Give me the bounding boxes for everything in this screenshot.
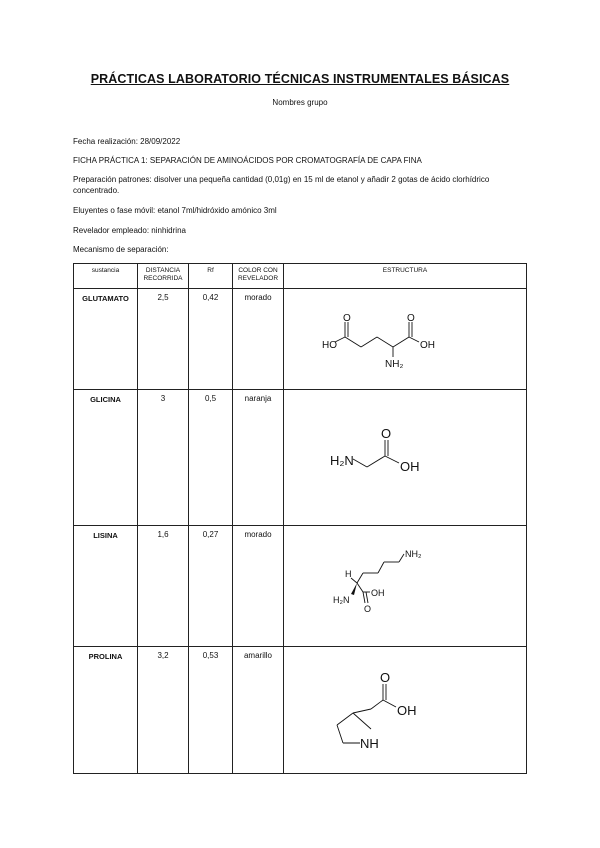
ficha-line: FICHA PRÁCTICA 1: SEPARACIÓN DE AMINOÁCIDOS POR CROMATOGRAFÍA DE CAPA FINA — [73, 156, 422, 165]
color-cell: amarillo — [233, 647, 284, 774]
page-title: PRÁCTICAS LABORATORIO TÉCNICAS INSTRUMENTALES BÁSICAS — [90, 72, 510, 86]
estructura-cell — [284, 390, 527, 526]
lys-nh2-label: NH₂ — [405, 549, 422, 559]
lys-oh-label: OH — [371, 588, 385, 598]
rf-cell: 0,5 — [189, 390, 233, 526]
color-cell: morado — [233, 289, 284, 390]
pro-oh-label: OH — [397, 703, 417, 718]
gly-o-label: O — [381, 426, 392, 441]
proline-structure — [285, 647, 525, 772]
glu-nh2-label: NH₂ — [385, 359, 404, 370]
sustancia-cell: LISINA — [74, 526, 138, 647]
gly-h2n-label: H₂N — [330, 453, 354, 468]
mecanismo-line: Mecanismo de separación: — [73, 245, 169, 254]
lys-h-label: H — [345, 569, 352, 579]
revelador-line: Revelador empleado: ninhidrina — [73, 226, 186, 235]
table-row — [74, 289, 527, 390]
rf-cell: 0,42 — [189, 289, 233, 390]
results-table — [73, 263, 527, 774]
header-distancia: DISTANCIA RECORRIDA — [138, 264, 189, 289]
glu-ho-label: HO — [322, 340, 337, 351]
estructura-cell — [284, 289, 527, 390]
preparacion-line: Preparación patrones: disolver una pequeña cantidad (0,01g) en 15 ml de etanol y añadir 2 gotas de ácido clorhídrico concentrado. — [73, 175, 490, 195]
header-estructura: ESTRUCTURA — [284, 264, 527, 289]
sustancia-cell: GLUTAMATO — [74, 289, 138, 390]
distancia-cell: 2,5 — [138, 289, 189, 390]
glutamate-structure — [285, 289, 525, 388]
estructura-cell — [284, 647, 527, 774]
color-cell: morado — [233, 526, 284, 647]
table-header-row — [74, 264, 527, 289]
pro-o-label: O — [380, 670, 391, 685]
glycine-structure — [285, 390, 525, 524]
distancia-cell: 3,2 — [138, 647, 189, 774]
glu-o1-label: O — [343, 313, 351, 324]
glu-oh-label: OH — [420, 340, 435, 351]
fecha-line: Fecha realización: 28/09/2022 — [73, 137, 181, 146]
header-color: COLOR CON REVELADOR — [233, 264, 284, 289]
color-cell: naranja — [233, 390, 284, 526]
sustancia-cell: GLICINA — [74, 390, 138, 526]
gly-oh-label: OH — [400, 459, 420, 474]
table-row — [74, 647, 527, 774]
lysine-structure — [285, 526, 525, 645]
lys-o-label: O — [364, 604, 372, 614]
table-row — [74, 526, 527, 647]
glu-o2-label: O — [407, 313, 415, 324]
group-names: Nombres grupo — [272, 98, 328, 107]
eluyentes-line: Eluyentes o fase móvil: etanol 7ml/hidróxido amónico 3ml — [73, 206, 277, 215]
rf-cell: 0,53 — [189, 647, 233, 774]
distancia-cell: 1,6 — [138, 526, 189, 647]
rf-cell: 0,27 — [189, 526, 233, 647]
lys-h2n-label: H₂N — [333, 595, 350, 605]
distancia-cell: 3 — [138, 390, 189, 526]
sustancia-cell: PROLINA — [74, 647, 138, 774]
header-rf: Rf — [189, 264, 233, 289]
header-sustancia: sustancia — [74, 264, 138, 289]
pro-nh-label: NH — [360, 736, 379, 751]
table-row — [74, 390, 527, 526]
estructura-cell — [284, 526, 527, 647]
